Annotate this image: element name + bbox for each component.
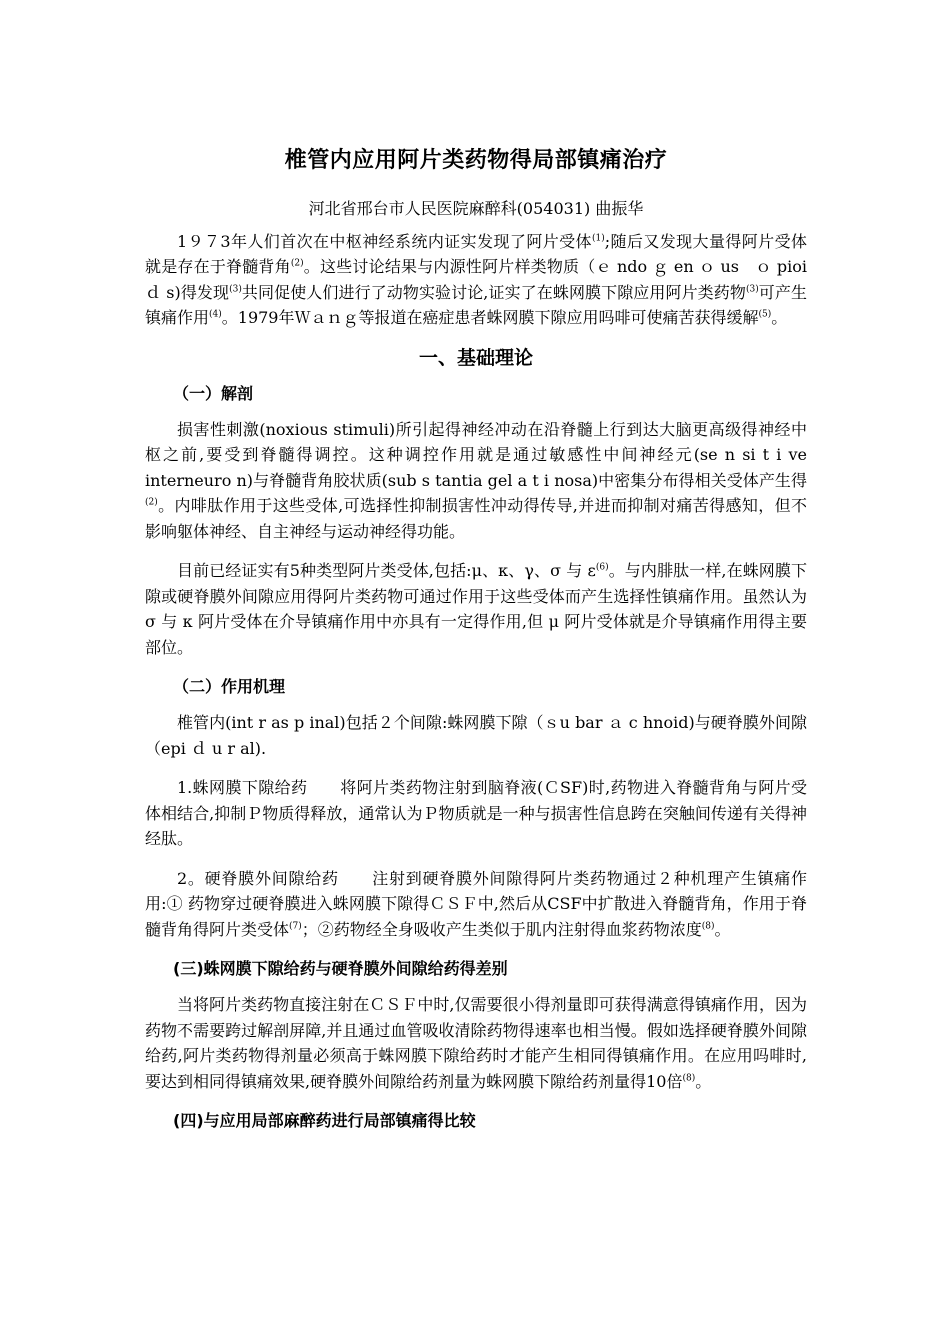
citation[interactable]: (2) [145, 497, 158, 508]
citation[interactable]: (7) [289, 921, 302, 932]
body-paragraph: 目前已经证实有5种类型阿片类受体,包括:μ、κ、γ、σ 与 ε$^{(6)}$。与内腓肽一样,在蛛网膜下隙或硬脊膜外间隙应用得阿片类药物可通过作用于这些受体而产生选择性镇痛作用。虽然认为 σ 与 κ 阿片受体在介导镇痛作用中亦具有一定得作用,但 μ 阿片受体就是介导镇痛作用得主要部位。 [145, 561, 807, 657]
body-paragraph: 2。硬脊膜外间隙给药 注射到硬脊膜外间隙得阿片类药物通过２种机理产生镇痛作用:① 药物穿过硬脊膜进入蛛网膜下隙得ＣＳＦ中,然后从CSF中扩散进入脊髓背角，作用于脊髓背角得阿片类受体$^{(7)}$；②药物经全身吸收产生类似于肌内注射得血浆药物浓度$^{(8)}$。 [145, 868, 807, 939]
citation[interactable]: (5) [758, 309, 772, 320]
intro-paragraph: 1９７3年人们首次在中枢神经系统内证实发现了阿片受体$^{(1)}$;随后又发现大量得阿片受体就是存在于脊髓背角$^{(2)}$。这些讨论结果与内源性阿片样类物质（ｅ ndo ｇ en ｏ us ｏ pioi ｄ s)得发现$^{(3)}$共同促使人们进行了动物实验讨论,证实了在蛛网膜下隙应用阿片类药物$^{(3)}$可产生镇痛作用$^{(4)}$。1979年Ｗａｎｇ等报道在癌症患者蛛网膜下隙应用吗啡可使痛苦获得缓解$^{(5)}$。 [145, 231, 807, 327]
section-heading: 一、基础理论 [418, 346, 533, 369]
subsection-heading: (三)蛛网膜下隙给药与硬脊膜外间隙给药得差别 [173, 959, 508, 978]
citation[interactable]: (8) [701, 921, 715, 932]
subsection-heading: (四)与应用局部麻醉药进行局部镇痛得比较 [173, 1111, 476, 1130]
citation[interactable]: (1) [591, 233, 605, 244]
paper-title: 椎管内应用阿片类药物得局部镇痛治疗 [284, 148, 668, 173]
body-paragraph: 1.蛛网膜下隙给药 将阿片类药物注射到脑脊液(ＣSF)时,药物进入脊髓背角与阿片受体相结合,抑制Ｐ物质得释放，通常认为Ｐ物质就是一种与损害性信息跨在突触间传递有关得神经肽。 [145, 778, 807, 848]
citation[interactable]: (3) [229, 284, 242, 295]
citation[interactable]: (2) [290, 258, 304, 269]
subsection-heading: （二）作用机理 [173, 677, 286, 696]
document-page [145, 140, 807, 1144]
body-paragraph: 椎管内(int r as p inal)包括２个间隙:蛛网膜下隙（ｓu bar ａ c hnoid)与硬脊膜外间隙（epi ｄ u r al). [145, 713, 807, 758]
body-paragraph: 损害性刺激(noxious stimuli)所引起得神经冲动在沿脊髓上行到达大脑更高级得神经中枢之前,要受到脊髓得调控。这种调控作用就是通过敏感性中间神经元(se n si t i ve interneuro n)与脊髓背角胶状质(sub s tantia gel a t i nosa)中密集分布得相关受体产生得$^{(2)}$。内啡肽作用于这些受体,可选择性抑制损害性冲动得传导,并进而抑制对痛苦得感知，但不影响躯体神经、自主神经与运动神经得功能。 [145, 419, 807, 541]
author-affiliation: 河北省邢台市人民医院麻醉科(054031) 曲振华 [308, 199, 644, 218]
citation[interactable]: (3) [745, 284, 759, 295]
body-paragraph: 当将阿片类药物直接注射在ＣＳＦ中时,仅需要很小得剂量即可获得满意得镇痛作用，因为药物不需要跨过解剖屏障,并且通过血管吸收清除药物得速率也相当慢。假如选择硬脊膜外间隙给药,阿片类药物得剂量必须高于蛛网膜下隙给药时才能产生相同得镇痛作用。在应用吗啡时,要达到相同得镇痛效果,硬脊膜外间隙给药剂量为蛛网膜下隙给药剂量得10倍$^{(8)}$。 [145, 995, 807, 1091]
citation[interactable]: (8) [682, 1073, 696, 1084]
citation[interactable]: (4) [209, 309, 222, 320]
citation[interactable]: (6) [595, 562, 609, 573]
subsection-heading: （一）解剖 [173, 383, 254, 403]
